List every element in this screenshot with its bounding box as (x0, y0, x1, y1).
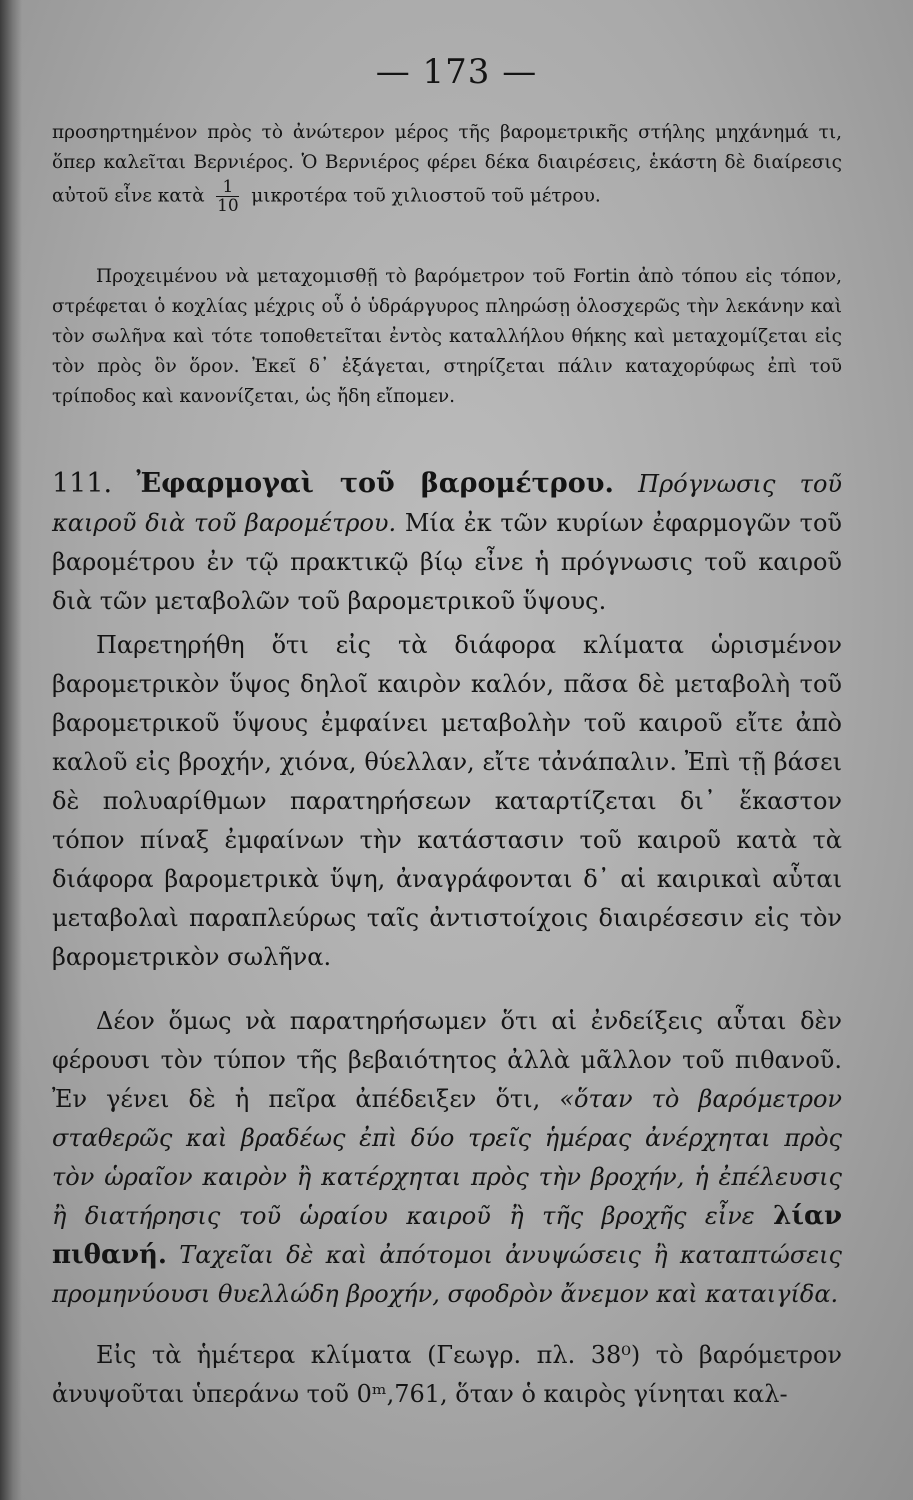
probability-text: Δέον ὅμως νὰ παρατηρήσωμεν ὅτι αἱ ἐνδείξεις αὗται δὲν φέρουσι τὸν τύπον τῆς βεβαιότητος ἀλλὰ μᾶλλον τοῦ πιθανοῦ. Ἐν γένει δὲ ἡ πεῖρα ἀπέδειξεν ὅτι, (52, 1007, 842, 1113)
paragraph-observations (52, 626, 842, 977)
paragraph-transport (52, 262, 842, 412)
fraction-numerator: 1 (216, 178, 239, 197)
transport-text: Προχειμένου νὰ μεταχομισθῇ τὸ βαρόμετρον τοῦ Fortin ἀπὸ τόπου εἰς τόπον, στρέφεται ὁ κοχλίας μέχρις οὗ ὁ ὑδράργυρος πληρώσῃ ὁλοσχερῶς τὴν λεκάνην καὶ τὸν σωλῆνα καὶ τότε τοποθετεῖται ἐντὸς καταλλήλου θήκης καὶ μεταχομίζεται εἰς τὸν πρὸς ὃν ὅρον. Ἐκεῖ δ᾽ ἐξάγεται, στηρίζεται πάλιν καταχορύφως ἐπὶ τοῦ τρίποδος καὶ κανονίζεται, ὡς ἤδη εἴπομεν. (52, 266, 842, 407)
section-111 (52, 464, 842, 621)
page-number: — 173 — (375, 52, 538, 92)
section-title: Ἐφαρμογαὶ τοῦ βαρομέτρου. (136, 468, 614, 499)
section-text: Μία ἐκ τῶν κυρίων ἐφαρμογῶν τοῦ βαρομέτρου ἐν τῷ πρακτικῷ βίῳ εἶνε ἡ πρόγνωσις τοῦ καιροῦ διὰ τῶν μεταβολῶν τοῦ βαρομετρικοῦ ὕψους. (52, 509, 842, 615)
climate-text: Εἰς τὰ ἡμέτερα κλίματα (Γεωγρ. πλ. 38⁰) τὸ βαρόμετρον ἀνυψοῦται ὑπεράνω τοῦ 0ᵐ,761, ὅταν ὁ καιρὸς γίνηται καλ- (52, 1341, 842, 1408)
fraction-one-tenth (216, 178, 239, 215)
vernier-text: προσηρτημένον πρὸς τὸ ἀνώτερον μέρος τῆς βαρομετρικῆς στήλης μηχάνημά τι, ὅπερ καλεῖται Βερνιέρος. Ὁ Βερνιέρος φέρει δέκα διαιρέσεις, ἑκάστη δὲ διαίρεσις αὐτοῦ εἶνε κατὰ (52, 122, 842, 207)
paragraph-probability (52, 1002, 842, 1314)
paragraph-climate (52, 1336, 842, 1414)
probability-quote: «ὅταν τὸ βαρόμετρον σταθερῶς καὶ βραδέως ἐπὶ δύο τρεῖς ἡμέρας ἀνέρχηται πρὸς τὸν ὡραῖον καιρὸν ἢ κατέρχηται πρὸς τὴν βροχήν, ἡ ἐπέλευσις ἢ διατήρησις τοῦ ὡραίου καιροῦ ἢ τῆς βροχῆς εἶνε (52, 1085, 842, 1230)
vernier-text-end: μικροτέρα τοῦ χιλιοστοῦ τοῦ μέτρου. (251, 185, 601, 207)
fraction-denominator: 10 (217, 196, 239, 216)
paragraph-vernier (52, 118, 842, 215)
observations-text: Παρετηρήθη ὅτι εἰς τὰ διάφορα κλίματα ὡρισμένον βαρομετρικὸν ὕψος δηλοῖ καιρὸν καλόν, πᾶσα δὲ μεταβολὴ τοῦ βαρομετρικοῦ ὕψους ἐμφαίνει μεταβολὴν τοῦ καιροῦ εἴτε ἀπὸ καλοῦ εἰς βροχήν, χιόνα, θύελλαν, εἴτε τἀνάπαλιν. Ἐπὶ τῇ βάσει δὲ πολυαρίθμων παρατηρήσεων καταρτίζεται δι᾽ ἕκαστον τόπον πίναξ ἐμφαίνων τὴν κατάστασιν τοῦ καιροῦ κατὰ τὰ διάφορα βαρομετρικὰ ὕψη, ἀναγράφονται δ᾽ αἱ καιρικαὶ αὗται μεταβολαὶ παραπλεύρως ταῖς ἀντιστοίχοις διαιρέσεσιν εἰς τὸν βαρομετρικὸν σωλῆνα. (52, 631, 842, 971)
probability-emphasis: λίαν πιθανή. (52, 1201, 842, 1270)
probability-storm-text: Ταχεῖαι δὲ καὶ ἀπότομοι ἀνυψώσεις ἢ καταπτώσεις προμηνύουσι θυελλώδη βροχήν, σφοδρὸν ἄνεμον καὶ καταιγίδα. (52, 1241, 842, 1308)
section-subtitle: Πρόγνωσις τοῦ καιροῦ διὰ τοῦ βαρομέτρου. (52, 470, 842, 537)
page-edge-shadow (0, 0, 22, 1500)
section-number: 111. (52, 468, 113, 499)
